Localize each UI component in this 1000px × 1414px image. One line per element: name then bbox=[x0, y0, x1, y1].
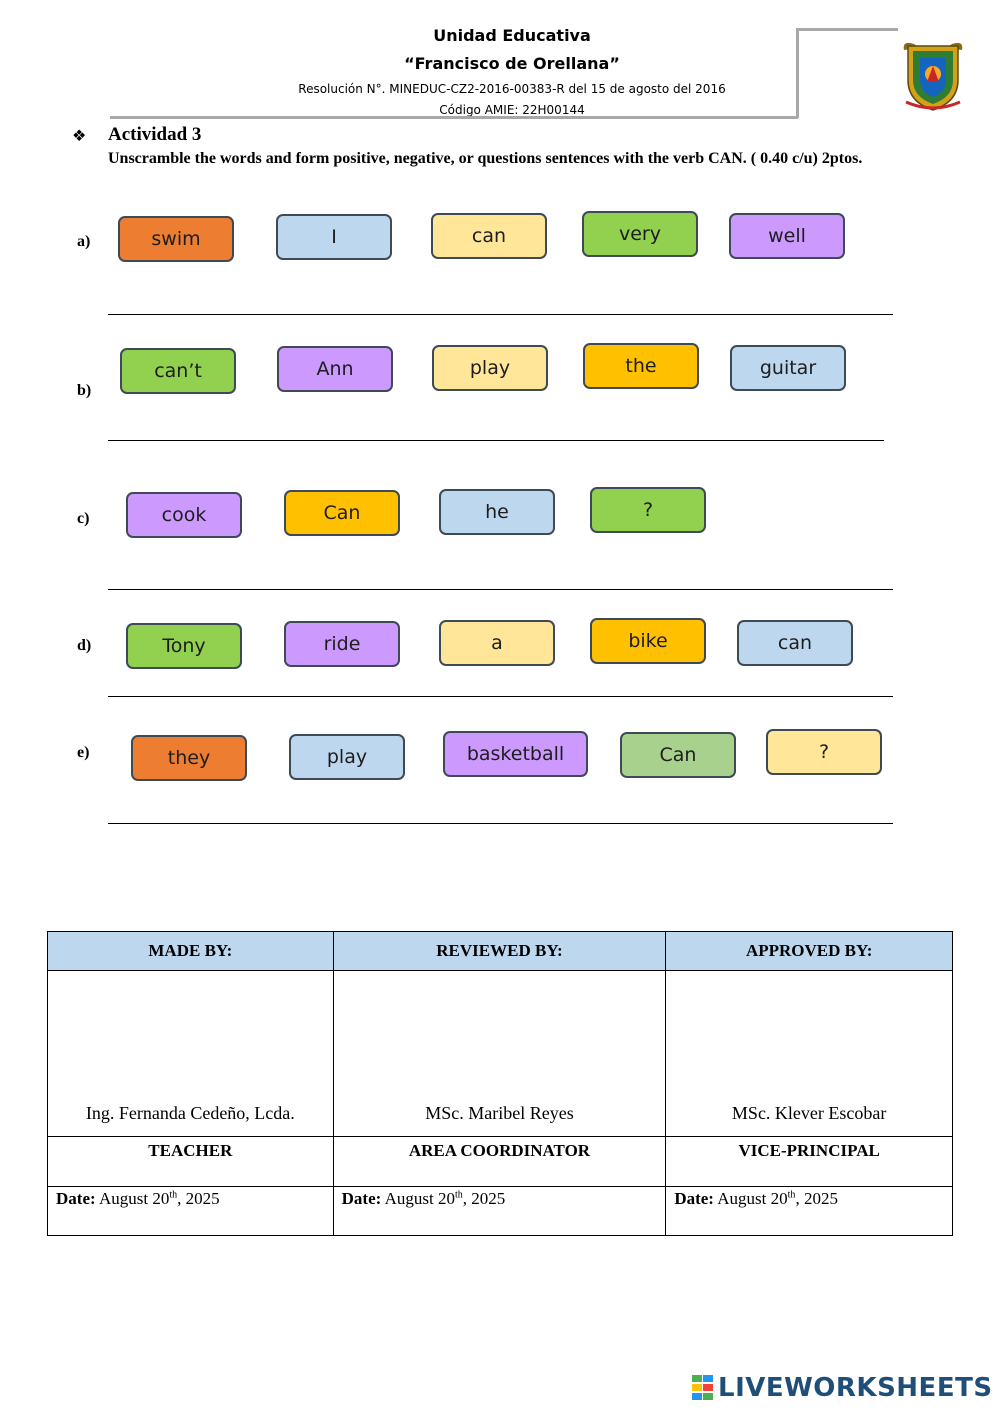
word-tile[interactable]: can bbox=[431, 213, 547, 259]
answer-line-b[interactable] bbox=[108, 440, 884, 441]
word-tile[interactable]: can bbox=[737, 620, 853, 666]
bullet-icon: ❖ bbox=[72, 128, 87, 145]
school-crest-icon bbox=[900, 36, 966, 112]
word-tile[interactable]: ride bbox=[284, 621, 400, 667]
coordinator-role: AREA COORDINATOR bbox=[333, 1137, 666, 1187]
liveworksheets-wordmark: LIVEWORKSHEETS bbox=[718, 1373, 993, 1403]
activity-title: Actividad 3 bbox=[108, 124, 202, 145]
made-by-header: MADE BY: bbox=[48, 932, 334, 971]
header-frame-bottom bbox=[110, 116, 798, 119]
header-frame-right bbox=[796, 28, 799, 118]
word-tile[interactable]: he bbox=[439, 489, 555, 535]
date-label: Date: bbox=[341, 1189, 382, 1208]
word-tile[interactable]: can’t bbox=[120, 348, 236, 394]
word-tile[interactable]: a bbox=[439, 620, 555, 666]
word-tile[interactable]: cook bbox=[126, 492, 242, 538]
word-tile[interactable]: ? bbox=[590, 487, 706, 533]
signature-table bbox=[47, 931, 953, 1236]
word-tile[interactable]: ? bbox=[766, 729, 882, 775]
date-cell-approved bbox=[666, 1187, 953, 1236]
approved-by-header: APPROVED BY: bbox=[666, 932, 953, 971]
signature-header-row bbox=[48, 932, 953, 971]
teacher-name: Ing. Fernanda Cedeño, Lcda. bbox=[48, 971, 334, 1137]
date-year: , 2025 bbox=[795, 1189, 838, 1208]
signature-name-row bbox=[48, 971, 953, 1137]
word-tile[interactable]: well bbox=[729, 213, 845, 259]
word-tile[interactable]: very bbox=[582, 211, 698, 257]
word-tile[interactable]: the bbox=[583, 343, 699, 389]
word-tile[interactable]: play bbox=[289, 734, 405, 780]
date-year: , 2025 bbox=[177, 1189, 220, 1208]
answer-line-c[interactable] bbox=[108, 589, 893, 590]
school-title: “Francisco de Orellana” bbox=[404, 54, 620, 73]
date-value: August 20 bbox=[384, 1189, 455, 1208]
word-tile[interactable]: Can bbox=[620, 732, 736, 778]
reviewed-by-header: REVIEWED BY: bbox=[333, 932, 666, 971]
liveworksheets-icon bbox=[692, 1375, 714, 1401]
vice-principal-name: MSc. Klever Escobar bbox=[666, 971, 953, 1137]
activity-instruction: Unscramble the words and form positive, negative, or questions sentences with the verb CAN. ( 0.40 c/u) 2ptos. bbox=[108, 150, 863, 167]
resolution-line: Resolución N°. MINEDUC-CZ2-2016-00383-R del 15 de agosto del 2016 bbox=[298, 82, 726, 96]
word-tile[interactable]: bike bbox=[590, 618, 706, 664]
row-label-a: a) bbox=[77, 233, 91, 250]
date-suffix: th bbox=[169, 1189, 178, 1201]
word-tile[interactable]: Can bbox=[284, 490, 400, 536]
row-label-d: d) bbox=[77, 637, 92, 654]
header-frame-top bbox=[798, 28, 898, 31]
date-cell-made bbox=[48, 1187, 334, 1236]
row-label-e: e) bbox=[77, 744, 90, 761]
word-tile[interactable]: swim bbox=[118, 216, 234, 262]
date-suffix: th bbox=[455, 1189, 463, 1201]
amie-code: Código AMIE: 22H00144 bbox=[439, 103, 585, 117]
teacher-role: TEACHER bbox=[48, 1137, 334, 1187]
date-label: Date: bbox=[674, 1189, 714, 1208]
word-tile[interactable]: they bbox=[131, 735, 247, 781]
word-tile[interactable]: basketball bbox=[443, 731, 588, 777]
signature-role-row bbox=[48, 1137, 953, 1187]
date-value: August 20 bbox=[98, 1189, 170, 1208]
row-label-b: b) bbox=[77, 382, 92, 399]
word-tile[interactable]: guitar bbox=[730, 345, 846, 391]
answer-line-e[interactable] bbox=[108, 823, 893, 824]
word-tile[interactable]: play bbox=[432, 345, 548, 391]
word-tile[interactable]: Tony bbox=[126, 623, 242, 669]
date-label: Date: bbox=[56, 1189, 96, 1208]
date-suffix: th bbox=[787, 1189, 796, 1201]
signature-date-row bbox=[48, 1187, 953, 1236]
liveworksheets-logo bbox=[692, 1373, 993, 1403]
date-value: August 20 bbox=[717, 1189, 788, 1208]
answer-line-a[interactable] bbox=[108, 314, 893, 315]
date-cell-reviewed bbox=[333, 1187, 666, 1236]
word-tile[interactable]: Ann bbox=[277, 346, 393, 392]
word-tile[interactable]: I bbox=[276, 214, 392, 260]
answer-line-d[interactable] bbox=[108, 696, 893, 697]
school-name: Unidad Educativa bbox=[433, 26, 591, 45]
vice-principal-role: VICE-PRINCIPAL bbox=[666, 1137, 953, 1187]
row-label-c: c) bbox=[77, 510, 90, 527]
coordinator-name: MSc. Maribel Reyes bbox=[333, 971, 666, 1137]
date-year: , 2025 bbox=[462, 1189, 506, 1208]
